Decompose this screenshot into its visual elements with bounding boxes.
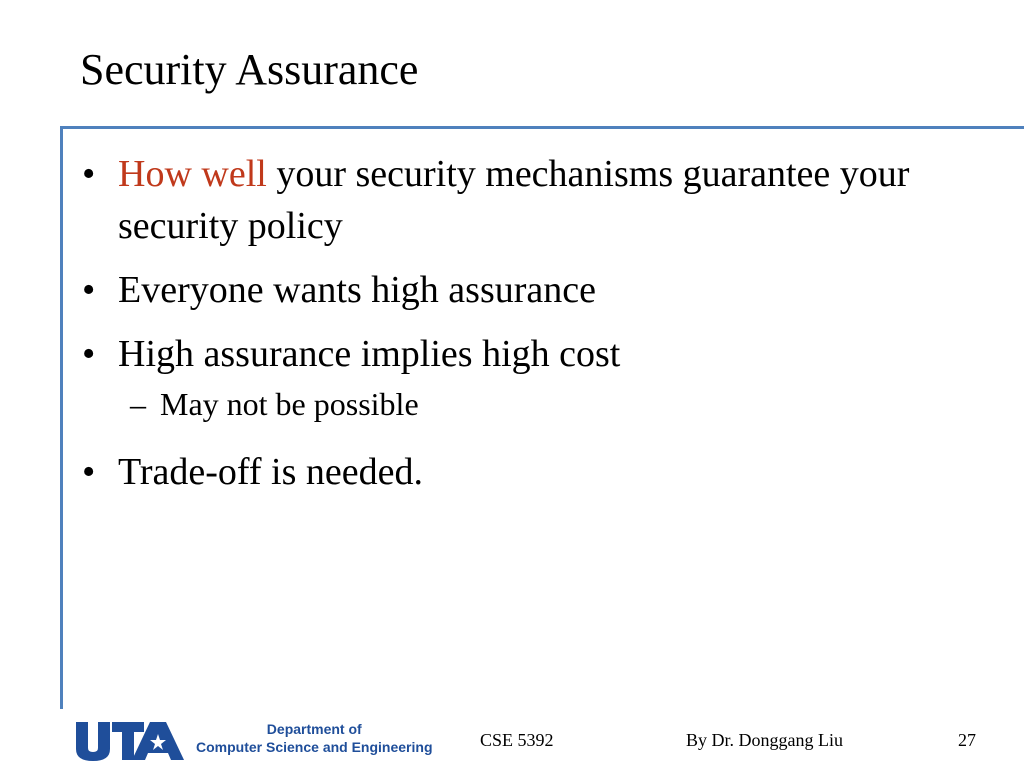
bullet-text: Everyone wants high assurance: [118, 269, 597, 311]
sub-bullet-item: [80, 386, 990, 422]
page-number: 27: [958, 730, 976, 750]
sub-bullet-text: May not be possible: [160, 386, 419, 422]
department-line-1: Department of: [266, 721, 362, 737]
course-code: CSE 5392: [480, 730, 554, 750]
slide-footer: [0, 710, 1024, 768]
bullet-highlight: How well: [118, 153, 267, 195]
bullet-item: [80, 328, 990, 380]
bullet-list: [80, 148, 990, 510]
author-credit: By Dr. Donggang Liu: [686, 730, 843, 750]
bullet-marker: •: [82, 451, 96, 493]
bullet-item: [80, 264, 990, 316]
bullet-marker: •: [82, 269, 96, 311]
bullet-text: your security mechanisms guarantee your security policy: [118, 153, 910, 247]
bullet-marker: •: [82, 153, 96, 195]
left-border: [60, 126, 63, 709]
department-line-2: Computer Science and Engineering: [196, 739, 433, 755]
bullet-item: [80, 446, 990, 498]
uta-logo: [74, 720, 186, 762]
bullet-text: Trade-off is needed.: [118, 451, 423, 493]
slide-title: Security Assurance: [80, 45, 419, 94]
title-divider: [60, 126, 1024, 129]
department-name: [196, 720, 433, 756]
bullet-marker: •: [82, 333, 96, 375]
bullet-item: [80, 148, 990, 252]
sub-bullet-marker: –: [130, 386, 146, 422]
bullet-text: High assurance implies high cost: [118, 333, 621, 375]
